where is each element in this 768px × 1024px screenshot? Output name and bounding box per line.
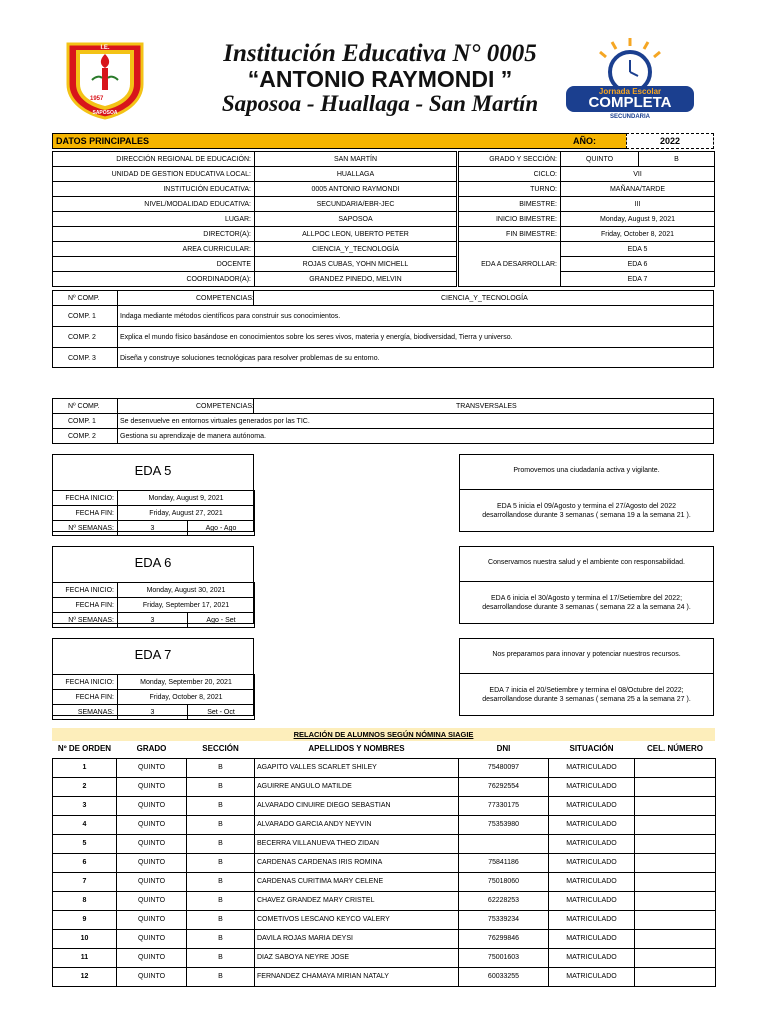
table-cell (635, 929, 716, 948)
competencia-code: COMP. 1 (68, 417, 96, 425)
competencia-row (53, 326, 713, 347)
datos-label: DIRECCIÓN REGIONAL DE EDUCACIÓN: (53, 152, 255, 167)
eda-meses-value: Set - Oct (188, 705, 255, 720)
table-cell: B (187, 872, 255, 891)
table-cell: B (187, 891, 255, 910)
table-cell: MATRICULADO (549, 872, 635, 891)
datos-row (53, 257, 457, 272)
table-cell: QUINTO (117, 891, 187, 910)
table-cell: 10 (53, 929, 117, 948)
table-cell: 75841186 (459, 853, 549, 872)
table-cell: MATRICULADO (549, 777, 635, 796)
eda-list-row (459, 242, 715, 257)
table-cell (635, 796, 716, 815)
competencia-code: COMP. 1 (68, 312, 96, 320)
table-cell (459, 834, 549, 853)
competencia-text: Gestiona su aprendizaje de manera autónoma. (120, 432, 266, 440)
eda-title: EDA 6 (134, 555, 172, 570)
table-cell: 7 (53, 872, 117, 891)
eda-list-item: EDA 5 (561, 242, 715, 257)
datos-label: NIVEL/MODALIDAD EDUCATIVA: (53, 197, 255, 212)
eda-semanas-label: SEMANAS: (53, 705, 118, 720)
eda-inicio-label: FECHA INICIO: (53, 583, 118, 598)
datos-value: 0005 ANTONIO RAYMONDI (255, 182, 457, 197)
comp-header-competencias: COMPETENCIAS: (196, 294, 254, 302)
table-cell: B (187, 967, 255, 986)
datos-right-value: III (561, 197, 715, 212)
alumnos-title-bar: RELACIÓN DE ALUMNOS SEGÚN NÓMINA SIAGIE (52, 728, 715, 741)
table-cell: QUINTO (117, 834, 187, 853)
table-cell: MATRICULADO (549, 967, 635, 986)
table-cell: QUINTO (117, 967, 187, 986)
table-cell: 3 (53, 796, 117, 815)
eda-inicio-label: FECHA INICIO: (53, 491, 118, 506)
table-cell: 5 (53, 834, 117, 853)
eda-fin-value: Friday, September 17, 2021 (118, 598, 255, 613)
datos-value: SAN MARTÍN (255, 152, 457, 167)
table-cell: 2 (53, 777, 117, 796)
students-column-header: CEL. NÚMERO (635, 740, 716, 758)
students-column-header: SECCIÓN (187, 740, 255, 758)
datos-right-row (459, 197, 715, 212)
comp-header-num: Nº COMP. (68, 294, 100, 302)
svg-text:1957: 1957 (90, 96, 104, 102)
datos-right-label: FIN BIMESTRE: (459, 227, 561, 242)
table-row (53, 872, 716, 891)
table-cell: MATRICULADO (549, 853, 635, 872)
students-table (52, 740, 716, 987)
competencia-text: Explica el mundo físico basándose en conocimientos sobre los seres vivos, materia y energía, biodiversidad, Tierra y universo. (120, 333, 513, 341)
table-cell: DIAZ SABOYA NEYRE JOSE (255, 948, 459, 967)
eda-situacion: Conservamos nuestra salud y el ambiente con responsabilidad. (488, 559, 685, 566)
datos-label: DOCENTE (53, 257, 255, 272)
datos-row (53, 272, 457, 287)
datos-right-label: TURNO: (459, 182, 561, 197)
transversales-table (52, 398, 714, 444)
datos-value: CIENCIA_Y_TECNOLOGÍA (255, 242, 457, 257)
competencia-code: COMP. 3 (68, 354, 96, 362)
table-cell: MATRICULADO (549, 910, 635, 929)
table-cell: 6 (53, 853, 117, 872)
eda-title: EDA 5 (134, 463, 172, 478)
eda-card (52, 638, 254, 716)
table-cell: B (187, 853, 255, 872)
eda-desc-line1: EDA 7 inicia el 20/Setiembre y termina el 08/Octubre del 2022; (489, 687, 684, 694)
table-row (53, 834, 716, 853)
datos-label: LUGAR: (53, 212, 255, 227)
table-cell: AGAPITO VALLES SCARLET SHILEY (255, 758, 459, 777)
table-cell: B (187, 796, 255, 815)
datos-principales-title: DATOS PRINCIPALES (56, 136, 150, 146)
datos-label: INSTITUCIÓN EDUCATIVA: (53, 182, 255, 197)
table-cell: MATRICULADO (549, 948, 635, 967)
table-cell: 60033255 (459, 967, 549, 986)
school-title: Institución Educativa N° 0005 (223, 40, 537, 67)
eda-list-item: EDA 6 (561, 257, 715, 272)
eda-situacion-card (459, 638, 714, 716)
table-cell: ALVARADO CINUIRE DIEGO SEBASTIAN (255, 796, 459, 815)
competencia-row (53, 347, 713, 368)
eda-desc-line2: desarrollandose durante 3 semanas ( semana 22 a la semana 24 ). (482, 604, 691, 611)
datos-row (53, 227, 457, 242)
table-cell: QUINTO (117, 872, 187, 891)
table-cell: 8 (53, 891, 117, 910)
datos-right-value: VII (561, 167, 715, 182)
table-cell: B (187, 758, 255, 777)
datos-right-row (459, 167, 715, 182)
table-cell (635, 834, 716, 853)
year-label: AÑO: (573, 136, 596, 146)
table-cell: 4 (53, 815, 117, 834)
table-cell: 62228253 (459, 891, 549, 910)
table-cell: 75353980 (459, 815, 549, 834)
datos-principales-bar (52, 133, 714, 149)
table-cell: B (187, 910, 255, 929)
datos-row (53, 152, 457, 167)
datos-value: ROJAS CUBAS, YOHN MICHELL (255, 257, 457, 272)
eda-situacion: Nos preparamos para innovar y potenciar nuestros recursos. (492, 651, 681, 658)
table-cell (635, 967, 716, 986)
eda-meses-value: Ago - Set (188, 613, 255, 628)
table-cell: 76299846 (459, 929, 549, 948)
table-cell: 77330175 (459, 796, 549, 815)
table-cell: CHAVEZ GRANDEZ MARY CRISTEL (255, 891, 459, 910)
eda-title: EDA 7 (134, 647, 172, 662)
table-cell: 1 (53, 758, 117, 777)
table-row (53, 891, 716, 910)
table-cell: 76292554 (459, 777, 549, 796)
svg-text:I.E.: I.E. (100, 45, 110, 51)
eda-situacion-card (459, 454, 714, 532)
table-cell: FERNANDEZ CHAMAYA MIRIAN NATALY (255, 967, 459, 986)
school-name: “ANTONIO RAYMONDI ” (247, 66, 513, 92)
datos-value: GRANDEZ PINEDO, MELVIN (255, 272, 457, 287)
table-cell: AGUIRRE ANGULO MATILDE (255, 777, 459, 796)
table-cell: QUINTO (117, 929, 187, 948)
datos-right-value: Friday, October 8, 2021 (561, 227, 715, 242)
datos-value: SAPOSOA (255, 212, 457, 227)
datos-value: HUALLAGA (255, 167, 457, 182)
datos-label: UNIDAD DE GESTION EDUCATIVA LOCAL: (53, 167, 255, 182)
table-row (53, 929, 716, 948)
school-location: Saposoa - Huallaga - San Martín (221, 91, 539, 116)
table-cell: QUINTO (117, 815, 187, 834)
eda-situacion: Promovemos una ciudadanía activa y vigilante. (513, 467, 660, 474)
competencia-row (53, 305, 713, 326)
eda-situacion-card (459, 546, 714, 624)
table-cell: CARDENAS CURITIMA MARY CELENE (255, 872, 459, 891)
datos-right-row (459, 182, 715, 197)
datos-right-label: CICLO: (459, 167, 561, 182)
table-cell: MATRICULADO (549, 796, 635, 815)
table-row (53, 910, 716, 929)
trans-header-area: TRANSVERSALES (456, 402, 517, 410)
table-cell: MATRICULADO (549, 758, 635, 777)
students-column-header: Nº DE ORDEN (53, 740, 117, 758)
eda-desc-line2: desarrollandose durante 3 semanas ( semana 25 a la semana 27 ). (482, 696, 691, 703)
table-cell: 75339234 (459, 910, 549, 929)
datos-right-value: MAÑANA/TARDE (561, 182, 715, 197)
datos-row (53, 212, 457, 227)
table-cell: MATRICULADO (549, 834, 635, 853)
table-cell: QUINTO (117, 758, 187, 777)
table-row (53, 815, 716, 834)
table-cell: MATRICULADO (549, 815, 635, 834)
table-row (53, 948, 716, 967)
trans-header-competencias: COMPETENCIAS: (196, 402, 254, 410)
eda-semanas-value: 3 (118, 705, 188, 720)
eda-list-item: EDA 7 (561, 272, 715, 287)
eda-inicio-value: Monday, August 30, 2021 (118, 583, 255, 598)
competencia-code: COMP. 2 (68, 432, 96, 440)
trans-header-num: Nº COMP. (68, 402, 100, 410)
table-cell: B (187, 948, 255, 967)
table-row (53, 758, 716, 777)
datos-label: DIRECTOR(A): (53, 227, 255, 242)
table-cell: QUINTO (117, 853, 187, 872)
datos-right-value: Monday, August 9, 2021 (561, 212, 715, 227)
datos-label: COORDINADOR(A): (53, 272, 255, 287)
competencia-text: Indaga mediante métodos científicos para construir sus conocimientos. (120, 312, 341, 320)
datos-right-row (459, 227, 715, 242)
eda-desc-line1: EDA 6 inicia el 30/Agosto y termina el 17/Setiembre del 2022; (490, 595, 683, 602)
table-cell: CARDENAS CARDENAS IRIS ROMINA (255, 853, 459, 872)
eda-fin-label: FECHA FIN: (53, 690, 118, 705)
table-row (53, 967, 716, 986)
table-cell: MATRICULADO (549, 891, 635, 910)
table-cell: MATRICULADO (549, 929, 635, 948)
table-cell: B (187, 815, 255, 834)
table-cell: 11 (53, 948, 117, 967)
table-row (53, 853, 716, 872)
year-value: 2022 (626, 133, 714, 149)
eda-inicio-value: Monday, September 20, 2021 (118, 675, 255, 690)
datos-value: ALLPOC LEON, UBERTO PETER (255, 227, 457, 242)
eda-card (52, 454, 254, 532)
table-cell (635, 891, 716, 910)
datos-row (53, 167, 457, 182)
competencia-row (53, 413, 713, 428)
table-cell: 75001603 (459, 948, 549, 967)
eda-meses-value: Ago - Ago (188, 521, 255, 536)
table-cell (635, 853, 716, 872)
competencias-table (52, 290, 714, 368)
competencia-row (53, 428, 713, 443)
datos-value: SECUNDARIA/EBR-JEC (255, 197, 457, 212)
datos-right-label: GRADO Y SECCIÓN: (459, 152, 561, 167)
table-cell: COMETIVOS LESCANO KEYCO VALERY (255, 910, 459, 929)
table-cell: BECERRA VILLANUEVA THEO ZIDAN (255, 834, 459, 853)
table-cell (635, 872, 716, 891)
svg-text:SAPOSOA: SAPOSOA (92, 110, 118, 116)
svg-text:COMPLETA: COMPLETA (588, 94, 672, 111)
competencia-text: Se desenvuelve en entornos virtuales generados por las TIC. (120, 417, 310, 425)
eda-card (52, 546, 254, 624)
eda-semanas-value: 3 (118, 613, 188, 628)
table-cell: B (187, 777, 255, 796)
table-cell: 9 (53, 910, 117, 929)
datos-right-table (458, 151, 715, 287)
datos-right-row (459, 152, 715, 167)
eda-desarrollar-label: EDA A DESARROLLAR: (459, 242, 561, 287)
table-cell (635, 910, 716, 929)
table-row (53, 796, 716, 815)
datos-row (53, 197, 457, 212)
datos-row (53, 242, 457, 257)
eda-semanas-value: 3 (118, 521, 188, 536)
svg-text:Jornada Escolar: Jornada Escolar (598, 87, 662, 96)
competencia-code: COMP. 2 (68, 333, 96, 341)
table-row (53, 777, 716, 796)
eda-inicio-label: FECHA INICIO: (53, 675, 118, 690)
eda-inicio-value: Monday, August 9, 2021 (118, 491, 255, 506)
school-seal-logo (62, 40, 148, 120)
table-cell (635, 948, 716, 967)
students-column-header: SITUACIÓN (549, 740, 635, 758)
datos-label: AREA CURRICULAR: (53, 242, 255, 257)
table-cell (635, 777, 716, 796)
table-cell (635, 758, 716, 777)
table-cell: B (187, 929, 255, 948)
students-column-header: GRADO (117, 740, 187, 758)
table-cell: QUINTO (117, 948, 187, 967)
table-cell: B (187, 834, 255, 853)
datos-right-label: INICIO BIMESTRE: (459, 212, 561, 227)
students-column-header: DNI (459, 740, 549, 758)
table-cell: QUINTO (117, 796, 187, 815)
table-cell (635, 815, 716, 834)
table-cell: QUINTO (117, 910, 187, 929)
eda-fin-value: Friday, August 27, 2021 (118, 506, 255, 521)
eda-semanas-label: Nº SEMANAS: (53, 613, 118, 628)
svg-text:SECUNDARIA: SECUNDARIA (609, 114, 651, 120)
table-cell: ALVARADO GARCIA ANDY NEYVIN (255, 815, 459, 834)
eda-fin-label: FECHA FIN: (53, 506, 118, 521)
table-cell: DAVILA ROJAS MARIA DEYSI (255, 929, 459, 948)
jornada-escolar-logo (560, 36, 700, 120)
competencia-text: Diseña y construye soluciones tecnológicas para resolver problemas de su entorno. (120, 354, 380, 362)
eda-fin-value: Friday, October 8, 2021 (118, 690, 255, 705)
table-cell: 75018060 (459, 872, 549, 891)
datos-row (53, 182, 457, 197)
table-cell: QUINTO (117, 777, 187, 796)
eda-desc-line2: desarrollandose durante 3 semanas ( semana 19 a la semana 21 ). (482, 512, 691, 519)
table-cell: 12 (53, 967, 117, 986)
datos-right-row (459, 212, 715, 227)
comp-header-area: CIENCIA_Y_TECNOLOGÍA (441, 294, 528, 302)
datos-right-value2: B (639, 152, 715, 167)
students-column-header: APELLIDOS Y NOMBRES (255, 740, 459, 758)
datos-left-table (52, 151, 457, 287)
eda-semanas-label: Nº SEMANAS: (53, 521, 118, 536)
datos-right-value: QUINTO (561, 152, 639, 167)
eda-fin-label: FECHA FIN: (53, 598, 118, 613)
table-cell: 75480097 (459, 758, 549, 777)
eda-desc-line1: EDA 5 inicia el 09/Agosto y termina el 27/Agosto del 2022 (497, 503, 676, 510)
datos-right-label: BIMESTRE: (459, 197, 561, 212)
